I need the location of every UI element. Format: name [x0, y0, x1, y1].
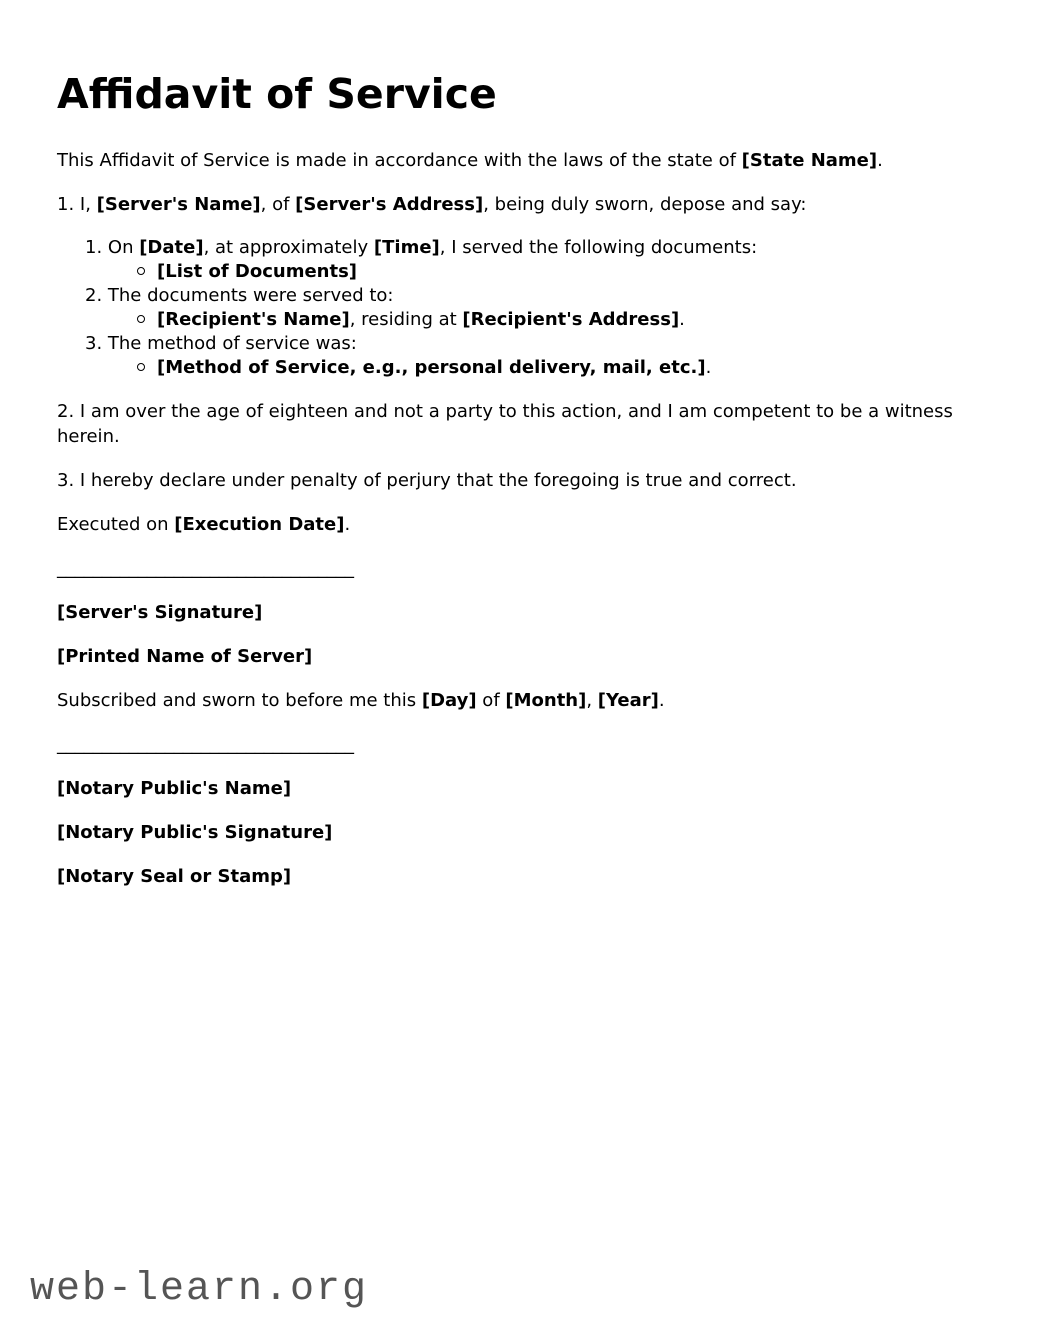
server-signature-rule: _________________________________ [57, 558, 354, 579]
service-item-1-bullet: [List of Documents] [57, 260, 967, 284]
notary-name-label: [Notary Public's Name] [57, 778, 292, 799]
declaration-paragraph: 3. I hereby declare under penalty of perjury that the foregoing is true and correct. [57, 470, 797, 491]
notary-seal-label: [Notary Seal or Stamp] [57, 866, 292, 887]
oath-paragraph: 1. I, [Server's Name], of [Server's Address], being duly sworn, depose and say: [57, 194, 807, 215]
service-item-3-bullet: [Method of Service, e.g., personal delivery, mail, etc.]. [57, 356, 967, 380]
competency-paragraph: 2. I am over the age of eighteen and not a party to this action, and I am competent to be a witness herein. [57, 401, 953, 447]
site-watermark: web-learn.org [30, 1267, 369, 1312]
document-title: Affidavit of Service [57, 70, 497, 118]
printed-name-label: [Printed Name of Server] [57, 646, 313, 667]
server-signature-label: [Server's Signature] [57, 602, 263, 623]
service-item-1: 1. On [Date], at approximately [Time], I served the following documents: [85, 237, 758, 258]
sworn-statement-paragraph: Subscribed and sworn to before me this [Day] of [Month], [Year]. [57, 690, 665, 711]
notary-signature-label: [Notary Public's Signature] [57, 822, 333, 843]
intro-paragraph: This Affidavit of Service is made in accordance with the laws of the state of [State Name]. [57, 150, 883, 171]
service-item-3: 3. The method of service was: [85, 333, 357, 354]
service-item-2: 2. The documents were served to: [85, 285, 394, 306]
service-details-list [57, 236, 967, 380]
notary-signature-rule: _________________________________ [57, 734, 354, 755]
execution-date-paragraph: Executed on [Execution Date]. [57, 514, 351, 535]
service-item-2-bullet: [Recipient's Name], residing at [Recipient's Address]. [57, 308, 967, 332]
